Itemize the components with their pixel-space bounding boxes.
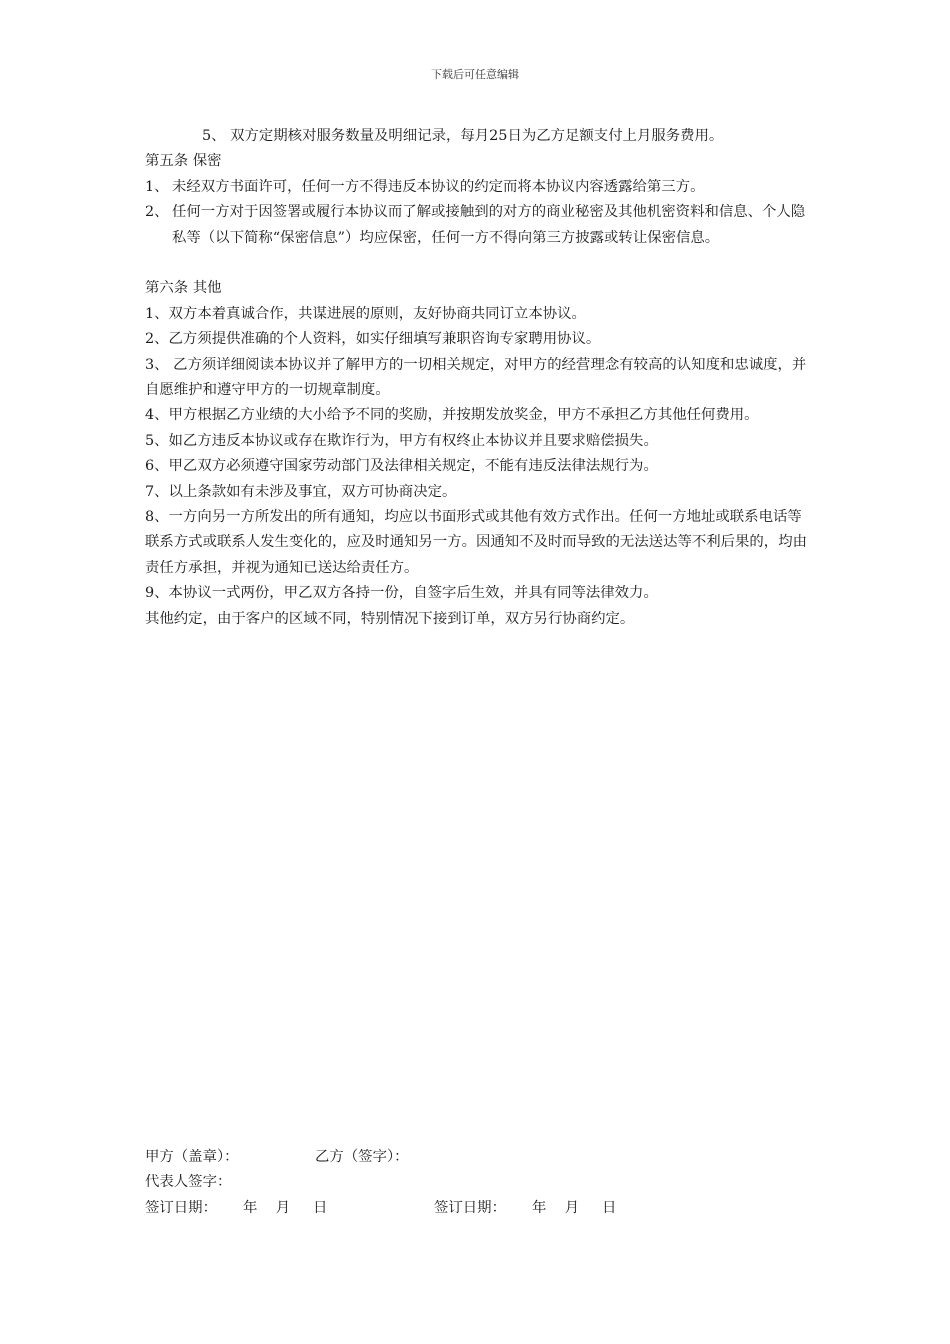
payment-clause: 5、 双方定期核对服务数量及明细记录，每月25日为乙方足额支付上月服务费用。 bbox=[202, 128, 724, 144]
article-6-item-3: 3、 乙方须详细阅读本协议并了解甲方的一切相关规定，对甲方的经营理念有较高的认知度和忠诚度，并自愿维护和遵守甲方的一切规章制度。 bbox=[145, 356, 807, 399]
date-b-label: 签订日期： bbox=[434, 1199, 506, 1216]
item-number: 2、 bbox=[145, 204, 169, 221]
article-6-item-7: 7、以上条款如有未涉及事宜，双方可协商决定。 bbox=[145, 483, 457, 500]
representative-row bbox=[145, 1170, 810, 1195]
date-b-fields: 年 月 日 bbox=[532, 1199, 617, 1216]
signature-block bbox=[145, 1145, 810, 1221]
date-a-fields: 年 月 日 bbox=[243, 1199, 328, 1216]
article-6-item-1: 1、双方本着真诚合作，共谋进展的原则，友好协商共同订立本协议。 bbox=[145, 305, 586, 322]
other-agreement: 其他约定，由于客户的区域不同，特别情况下接到订单，双方另行协商约定。 bbox=[145, 610, 635, 627]
item-text: 未经双方书面许可，任何一方不得违反本协议的约定而将本协议内容透露给第三方。 bbox=[172, 178, 705, 195]
date-a-label: 签订日期： bbox=[145, 1199, 217, 1216]
article-5-item-2 bbox=[145, 200, 810, 251]
article-6-item-2: 2、乙方须提供准确的个人资料，如实仔细填写兼职咨询专家聘用协议。 bbox=[145, 331, 601, 348]
spacer bbox=[145, 251, 810, 276]
article-6-item-9: 9、本协议一式两份，甲乙双方各持一份，自签字后生效，并具有同等法律效力。 bbox=[145, 585, 658, 602]
party-row bbox=[145, 1145, 810, 1170]
item-text: 任何一方对于因签署或履行本协议而了解或接触到的对方的商业秘密及其他机密资料和信息、个人隐私等（以下简称“保密信息”）均应保密，任何一方不得向第三方披露或转让保密信息。 bbox=[172, 204, 806, 246]
item-number: 1、 bbox=[145, 178, 169, 195]
date-row bbox=[145, 1196, 810, 1221]
article-6-title: 第六条 其他 bbox=[145, 280, 222, 297]
party-b-sign-label: 乙方（签字）： bbox=[315, 1149, 409, 1165]
article-5-title: 第五条 保密 bbox=[145, 153, 222, 170]
article-6-item-5: 5、如乙方违反本协议或存在欺诈行为，甲方有权终止本协议并且要求赔偿损失。 bbox=[145, 432, 658, 449]
representative-label: 代表人签字： bbox=[145, 1174, 232, 1191]
article-5-item-1 bbox=[145, 175, 810, 200]
article-6-item-4: 4、甲方根据乙方业绩的大小给予不同的奖励，并按期发放奖金，甲方不承担乙方其他任何费用。 bbox=[145, 407, 759, 424]
party-a-seal-label: 甲方（盖章）： bbox=[145, 1149, 239, 1165]
contract-body bbox=[145, 124, 810, 632]
article-6-item-6: 6、甲乙双方必须遵守国家劳动部门及法律相关规定，不能有违反法律法规行为。 bbox=[145, 458, 658, 475]
header-note: 下载后可任意编辑 bbox=[431, 68, 519, 81]
article-6-item-8: 8、一方向另一方所发出的所有通知，均应以书面形式或其他有效方式作出。任何一方地址或联系电话等联系方式或联系人发生变化的，应及时通知另一方。因通知不及时而导致的无法送达等不利后果的，均由责任方承担，并视为通知已送达给责任方。 bbox=[145, 509, 807, 576]
